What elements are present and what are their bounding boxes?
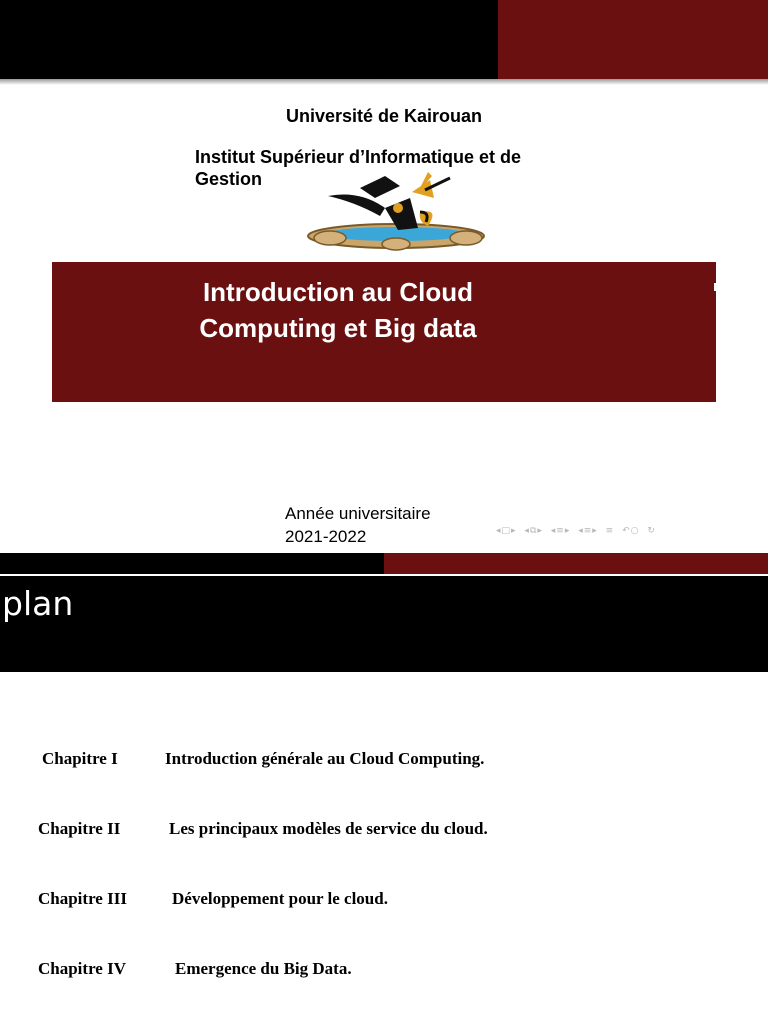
plan-header — [0, 576, 768, 672]
chapter-2-title: Les principaux modèles de service du cloud. — [169, 819, 488, 838]
bottom-bar-black — [0, 553, 384, 574]
chapter-3-number: Chapitre III — [38, 889, 127, 908]
title-line-2: Computing et Big data — [199, 313, 477, 343]
top-bar-shadow — [0, 79, 768, 85]
chapter-4-number: Chapitre IV — [38, 959, 126, 978]
nav-back-icon[interactable]: ↻ — [647, 526, 656, 536]
nav-align-icon[interactable]: ≡ — [605, 526, 615, 536]
academic-year — [285, 502, 431, 548]
nav-prev-frame-icon[interactable]: ◂□▸ — [496, 526, 517, 536]
nav-subsection-icon[interactable]: ◂≡▸ — [578, 526, 598, 536]
nav-search-icon[interactable]: ↶○ — [622, 526, 640, 536]
plan-heading: plan — [2, 584, 74, 623]
year-value: 2021-2022 — [285, 527, 367, 546]
top-bar-red — [498, 0, 768, 79]
title-line-1: Introduction au Cloud — [202, 277, 474, 307]
university-name: Université de Kairouan — [285, 106, 483, 126]
institute-line-2: Gestion — [195, 169, 263, 189]
nav-section-icon[interactable]: ◂≡▸ — [550, 526, 571, 536]
chapter-1-number: Chapitre I — [42, 749, 118, 768]
year-label: Année universitaire — [285, 504, 431, 523]
chapter-2-number: Chapitre II — [38, 819, 121, 838]
nav-next-frame-icon[interactable]: ◂⧉▸ — [524, 526, 543, 536]
bottom-bar-red — [384, 553, 768, 574]
title-box-notch — [714, 283, 717, 291]
institute-line-1: Institut Supérieur d’Informatique et de — [195, 147, 522, 167]
chapter-3-title: Développement pour le cloud. — [172, 889, 388, 908]
presentation-title — [168, 274, 508, 346]
chapter-4-title: Emergence du Big Data. — [175, 959, 352, 978]
institute-logo — [300, 168, 492, 254]
chapter-1-title: Introduction générale au Cloud Computing. — [165, 749, 485, 768]
top-bar-black — [0, 0, 498, 79]
beamer-navigation[interactable] — [496, 526, 768, 542]
